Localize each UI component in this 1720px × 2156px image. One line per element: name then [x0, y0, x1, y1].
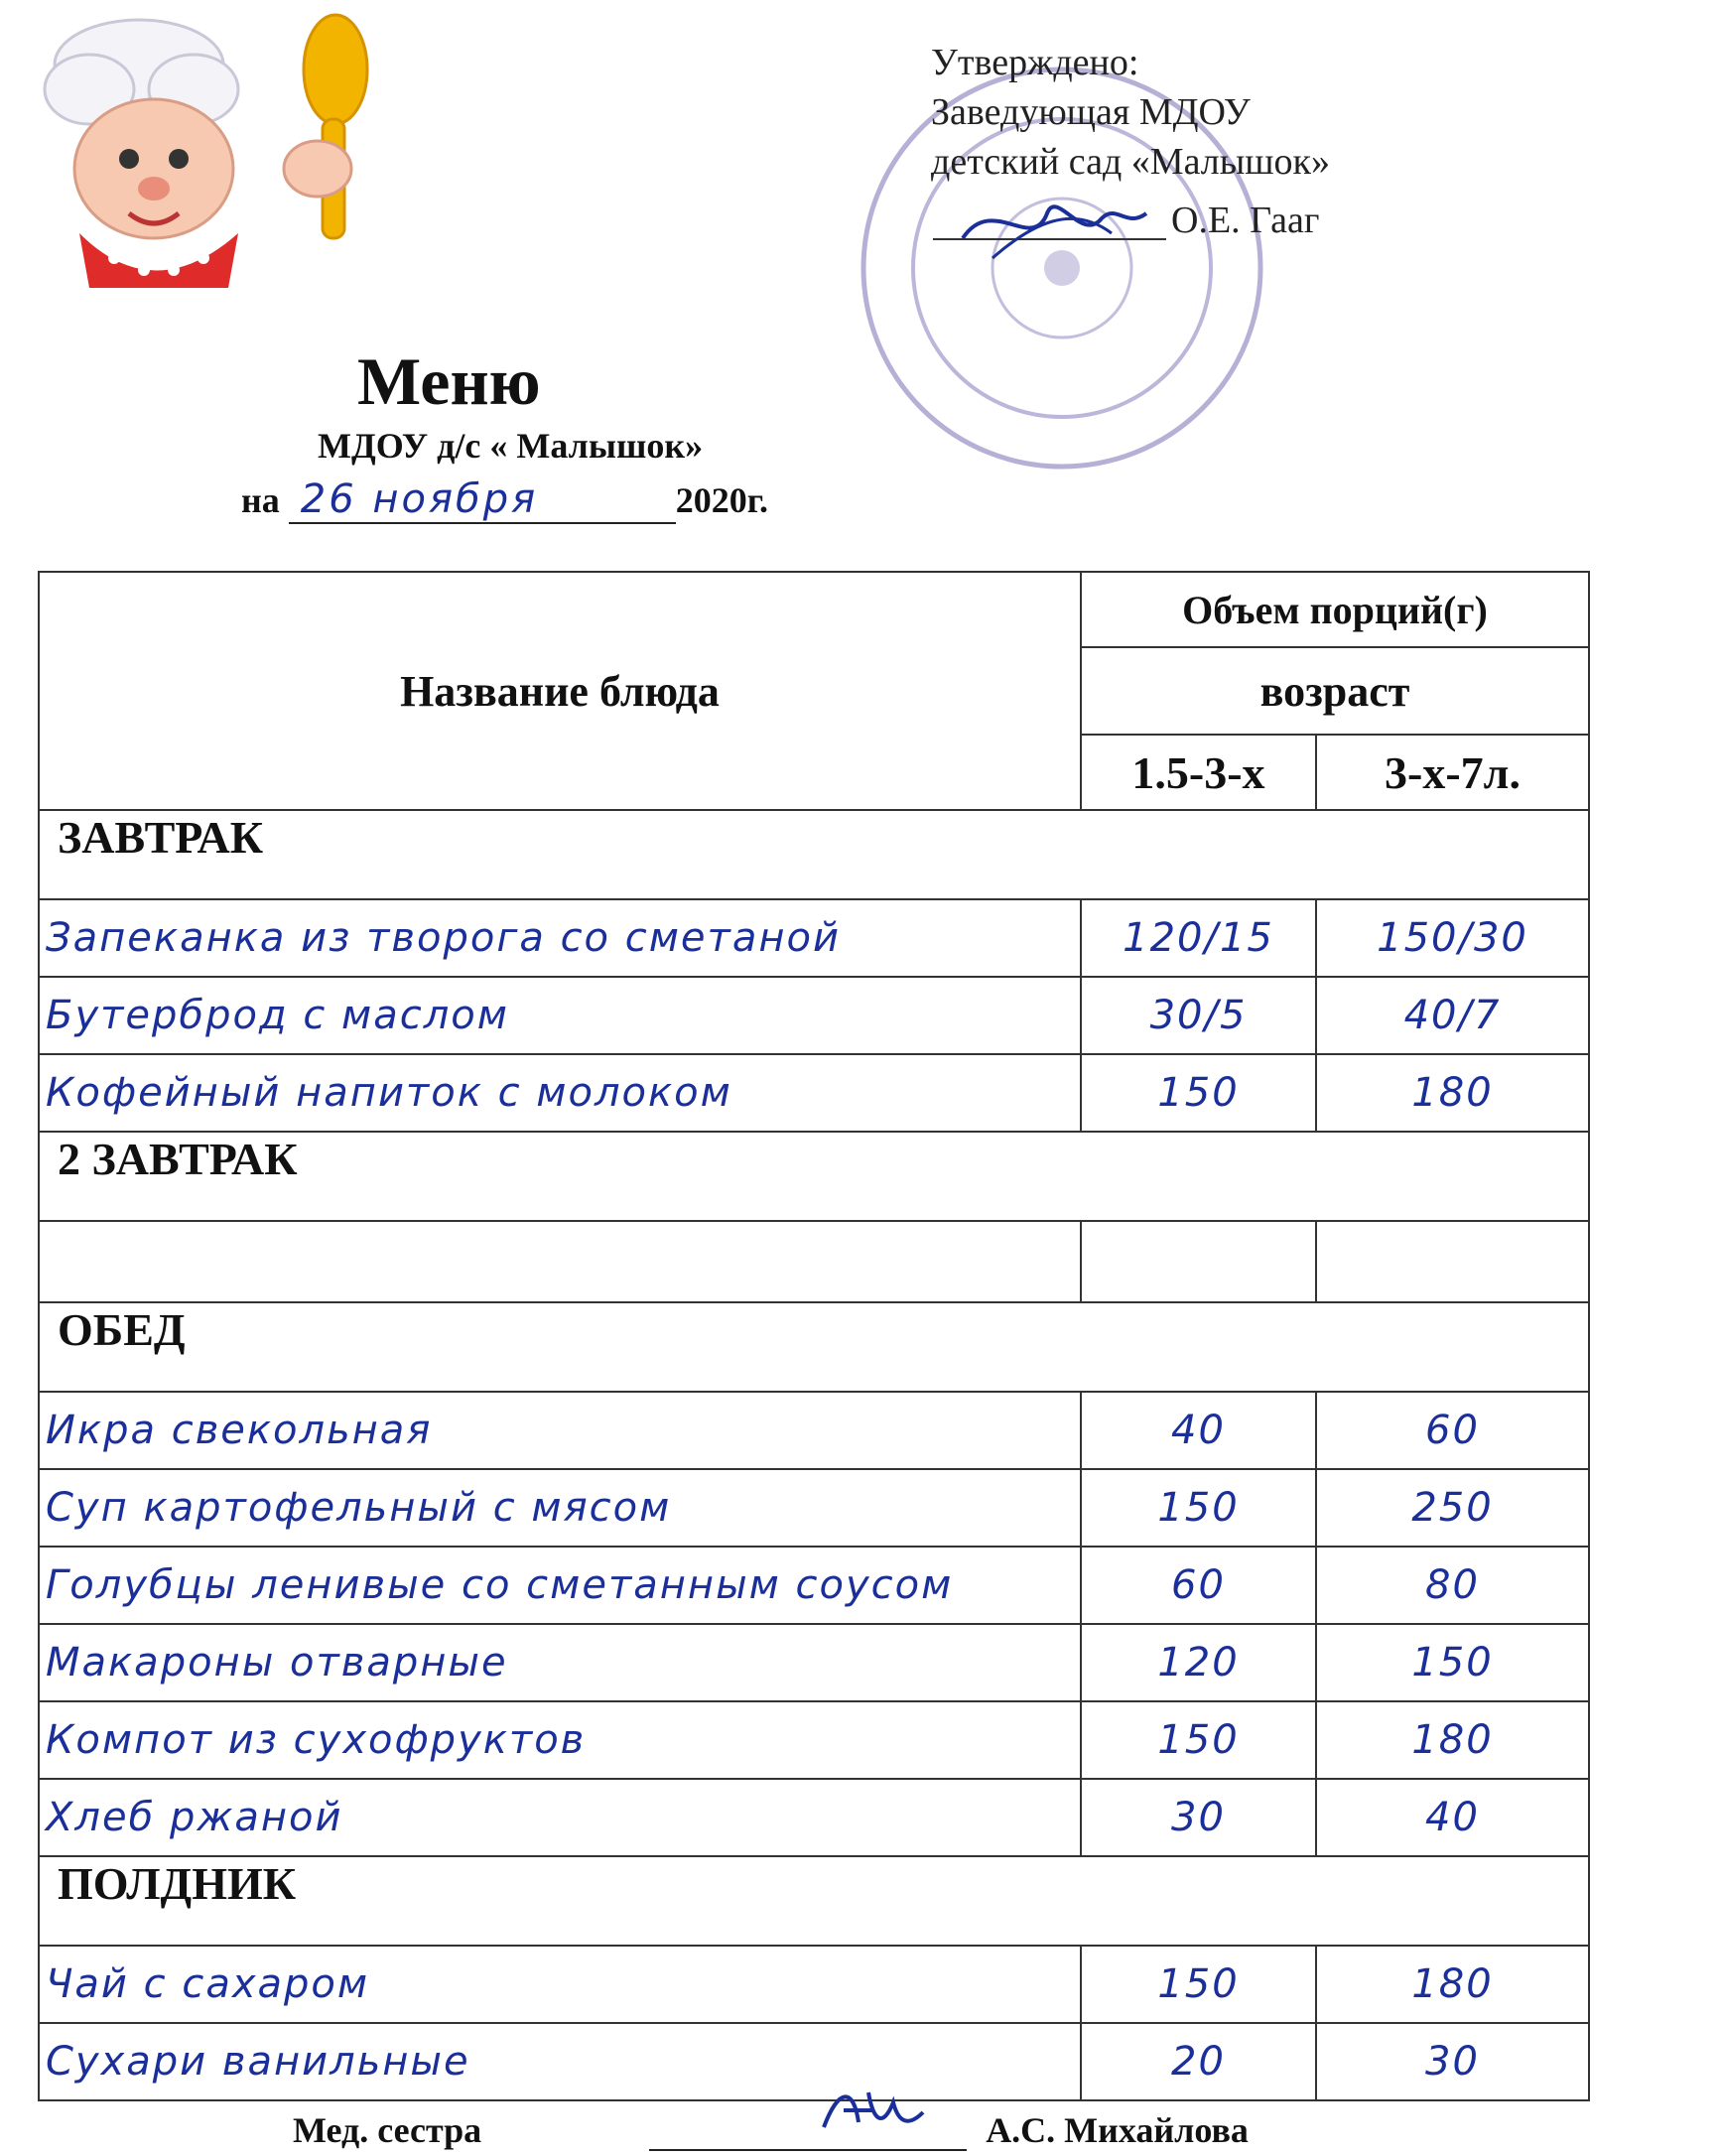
table-row [39, 1946, 1589, 2023]
portion-young: 20 [1081, 2023, 1316, 2100]
table-row [39, 1392, 1589, 1469]
table-row [39, 1701, 1589, 1779]
table-row-empty [39, 1221, 1589, 1302]
portion-young: 120 [1081, 1624, 1316, 1701]
section-title-snack: ПОЛДНИК [39, 1856, 1589, 1946]
table-row [39, 899, 1589, 977]
dish-name: Сухари ванильные [39, 2023, 1081, 2100]
portion-older-empty [1316, 1221, 1589, 1302]
dish-name: Кофейный напиток с молоком [39, 1054, 1081, 1132]
portion-young: 150 [1081, 1469, 1316, 1547]
portion-young-empty [1081, 1221, 1316, 1302]
menu-table [38, 571, 1590, 2101]
section-title-lunch: ОБЕД [39, 1302, 1589, 1392]
table-row [39, 1779, 1589, 1856]
col-header-age: возраст [1081, 647, 1589, 735]
dish-name: Голубцы ленивые со сметанным соусом [39, 1547, 1081, 1624]
date-line [241, 476, 768, 524]
approval-line-1: Утверждено: [931, 42, 1139, 83]
page-subtitle: МДОУ д/с « Малышок» [318, 426, 704, 466]
col-header-age-1: 1.5-3-х [1081, 735, 1316, 810]
approval-block [931, 38, 1330, 187]
approval-line-3: детский сад «Малышок» [931, 141, 1331, 183]
chef-illustration-icon [20, 10, 377, 298]
dish-name: Суп картофельный с мясом [39, 1469, 1081, 1547]
date-prefix: на [241, 480, 280, 520]
table-row [39, 1624, 1589, 1701]
portion-older: 80 [1316, 1547, 1589, 1624]
approval-name: О.Е. Гааг [1171, 200, 1320, 241]
portion-young: 30 [1081, 1779, 1316, 1856]
dish-name: Хлеб ржаной [39, 1779, 1081, 1856]
portion-older: 150 [1316, 1624, 1589, 1701]
portion-older: 180 [1316, 1054, 1589, 1132]
dish-name: Чай с сахаром [39, 1946, 1081, 2023]
footer-name: А.С. Михайлова [986, 2110, 1249, 2150]
portion-older: 40 [1316, 1779, 1589, 1856]
portion-older: 180 [1316, 1701, 1589, 1779]
portion-older: 30 [1316, 2023, 1589, 2100]
portion-young: 150 [1081, 1946, 1316, 2023]
portion-older: 250 [1316, 1469, 1589, 1547]
approval-line-2: Заведующая МДОУ [931, 91, 1251, 133]
footer-role: Мед. сестра [293, 2110, 482, 2150]
table-row [39, 1547, 1589, 1624]
dish-name-empty [39, 1221, 1081, 1302]
nurse-signature-icon [814, 2083, 943, 2137]
col-header-volume: Объем порций(г) [1081, 572, 1589, 647]
col-header-age-2: 3-х-7л. [1316, 735, 1589, 810]
dish-name: Бутерброд с маслом [39, 977, 1081, 1054]
date-suffix: 2020г. [675, 480, 769, 520]
portion-young: 150 [1081, 1054, 1316, 1132]
table-row [39, 1054, 1589, 1132]
portion-older: 150/30 [1316, 899, 1589, 977]
col-header-dish: Название блюда [39, 572, 1081, 810]
portion-young: 60 [1081, 1547, 1316, 1624]
footer-signature-line [293, 2109, 1249, 2151]
portion-young: 40 [1081, 1392, 1316, 1469]
portion-young: 30/5 [1081, 977, 1316, 1054]
table-row [39, 1469, 1589, 1547]
portion-young: 150 [1081, 1701, 1316, 1779]
table-row [39, 977, 1589, 1054]
section-title-second-breakfast: 2 ЗАВТРАК [39, 1132, 1589, 1221]
dish-name: Запеканка из творога со сметаной [39, 899, 1081, 977]
portion-older: 180 [1316, 1946, 1589, 2023]
date-handwritten: 26 ноября [289, 476, 676, 524]
portion-older: 40/7 [1316, 977, 1589, 1054]
section-title-breakfast: ЗАВТРАК [39, 810, 1589, 899]
portion-older: 60 [1316, 1392, 1589, 1469]
portion-young: 120/15 [1081, 899, 1316, 977]
dish-name: Макароны отварные [39, 1624, 1081, 1701]
approval-signature-icon [953, 184, 1151, 263]
dish-name: Компот из сухофруктов [39, 1701, 1081, 1779]
page-title: Меню [357, 343, 541, 419]
dish-name: Икра свекольная [39, 1392, 1081, 1469]
